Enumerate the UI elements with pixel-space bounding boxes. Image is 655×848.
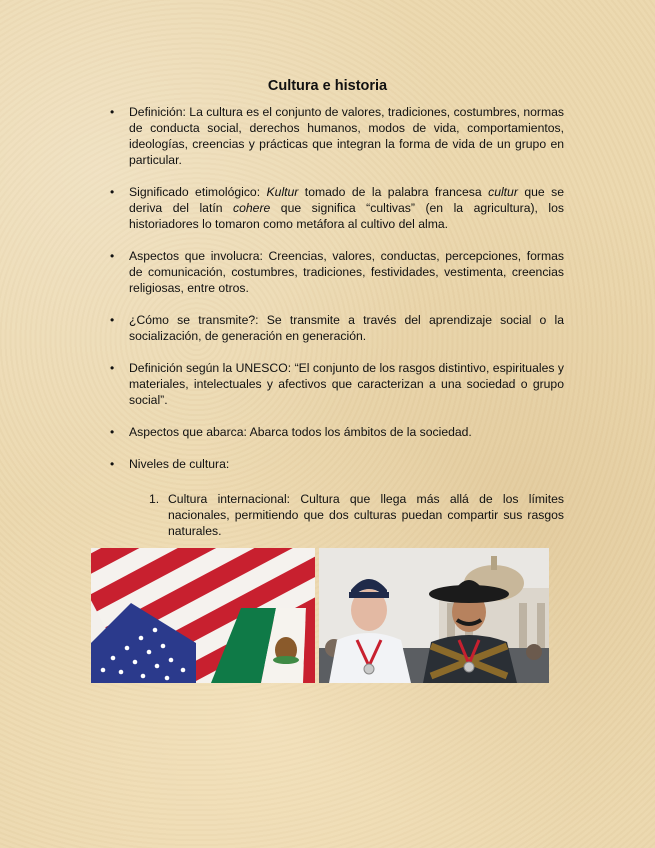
flags-photo — [91, 548, 315, 683]
item-label: Significado etimológico: — [129, 185, 267, 199]
item-text: La cultura es el conjunto de valores, tradiciones, costumbres, normas de conducta social, derechos humanos, modos de vida, comportamientos, ideologías, creencias y prácticas que integran la forma de vida de un grupo en particular. — [129, 105, 564, 167]
item-text: Se transmite a través del aprendizaje social o la socialización, de generación en generación. — [129, 313, 564, 343]
numbered-item — [149, 491, 564, 539]
item-text: Creencias, valores, conductas, percepciones, formas de comunicación, costumbres, tradiciones, festividades, vestimenta, creencias religiosas, entre otros. — [129, 249, 564, 295]
item-italic-word: cultur — [488, 185, 518, 199]
item-label: Aspectos que abarca: — [129, 425, 247, 439]
item-label: ¿Cómo se transmite?: — [129, 313, 259, 327]
item-italic-word: cohere — [233, 201, 271, 215]
bullet-list — [129, 104, 564, 488]
item-label: Definición según la UNESCO: — [129, 361, 292, 375]
item-text: Abarca todos los ámbitos de la sociedad. — [246, 425, 472, 439]
item-text: “El conjunto de los rasgos distintivo, espirituales y materiales, intelectuales y afectivos que caracterizan a una sociedad o grupo social”. — [129, 361, 564, 407]
item-number: 1. — [149, 492, 160, 506]
item-text: tomado de la palabra francesa — [298, 185, 489, 199]
page-title: Cultura e historia — [267, 78, 388, 94]
list-item-definicion — [129, 104, 564, 168]
item-text: que significa “cultivas” (en la agricultura), los historiadores lo tomaron como metáfora al cultivo del alma. — [129, 201, 565, 231]
list-item-etimologico — [129, 184, 564, 232]
list-item-niveles — [129, 456, 564, 472]
item-italic-word: Kultur — [266, 185, 299, 199]
leaders-photo — [319, 548, 549, 683]
list-item-unesco — [129, 360, 564, 408]
item-label: Aspectos que involucra: — [129, 249, 263, 263]
item-label: Niveles de cultura: — [129, 457, 230, 471]
list-item-aspectos-involucra — [129, 248, 564, 296]
item-text: que se deriva del latín — [129, 185, 564, 215]
item-label: Definición: — [129, 105, 186, 119]
list-item-aspectos-abarca — [129, 424, 564, 440]
numbered-list — [149, 491, 564, 539]
list-item-transmite — [129, 312, 564, 344]
item-text: Cultura internacional: Cultura que llega más allá de los límites nacionales, permitiendo que dos culturas puedan compartir sus rasgos naturales. — [168, 492, 564, 538]
